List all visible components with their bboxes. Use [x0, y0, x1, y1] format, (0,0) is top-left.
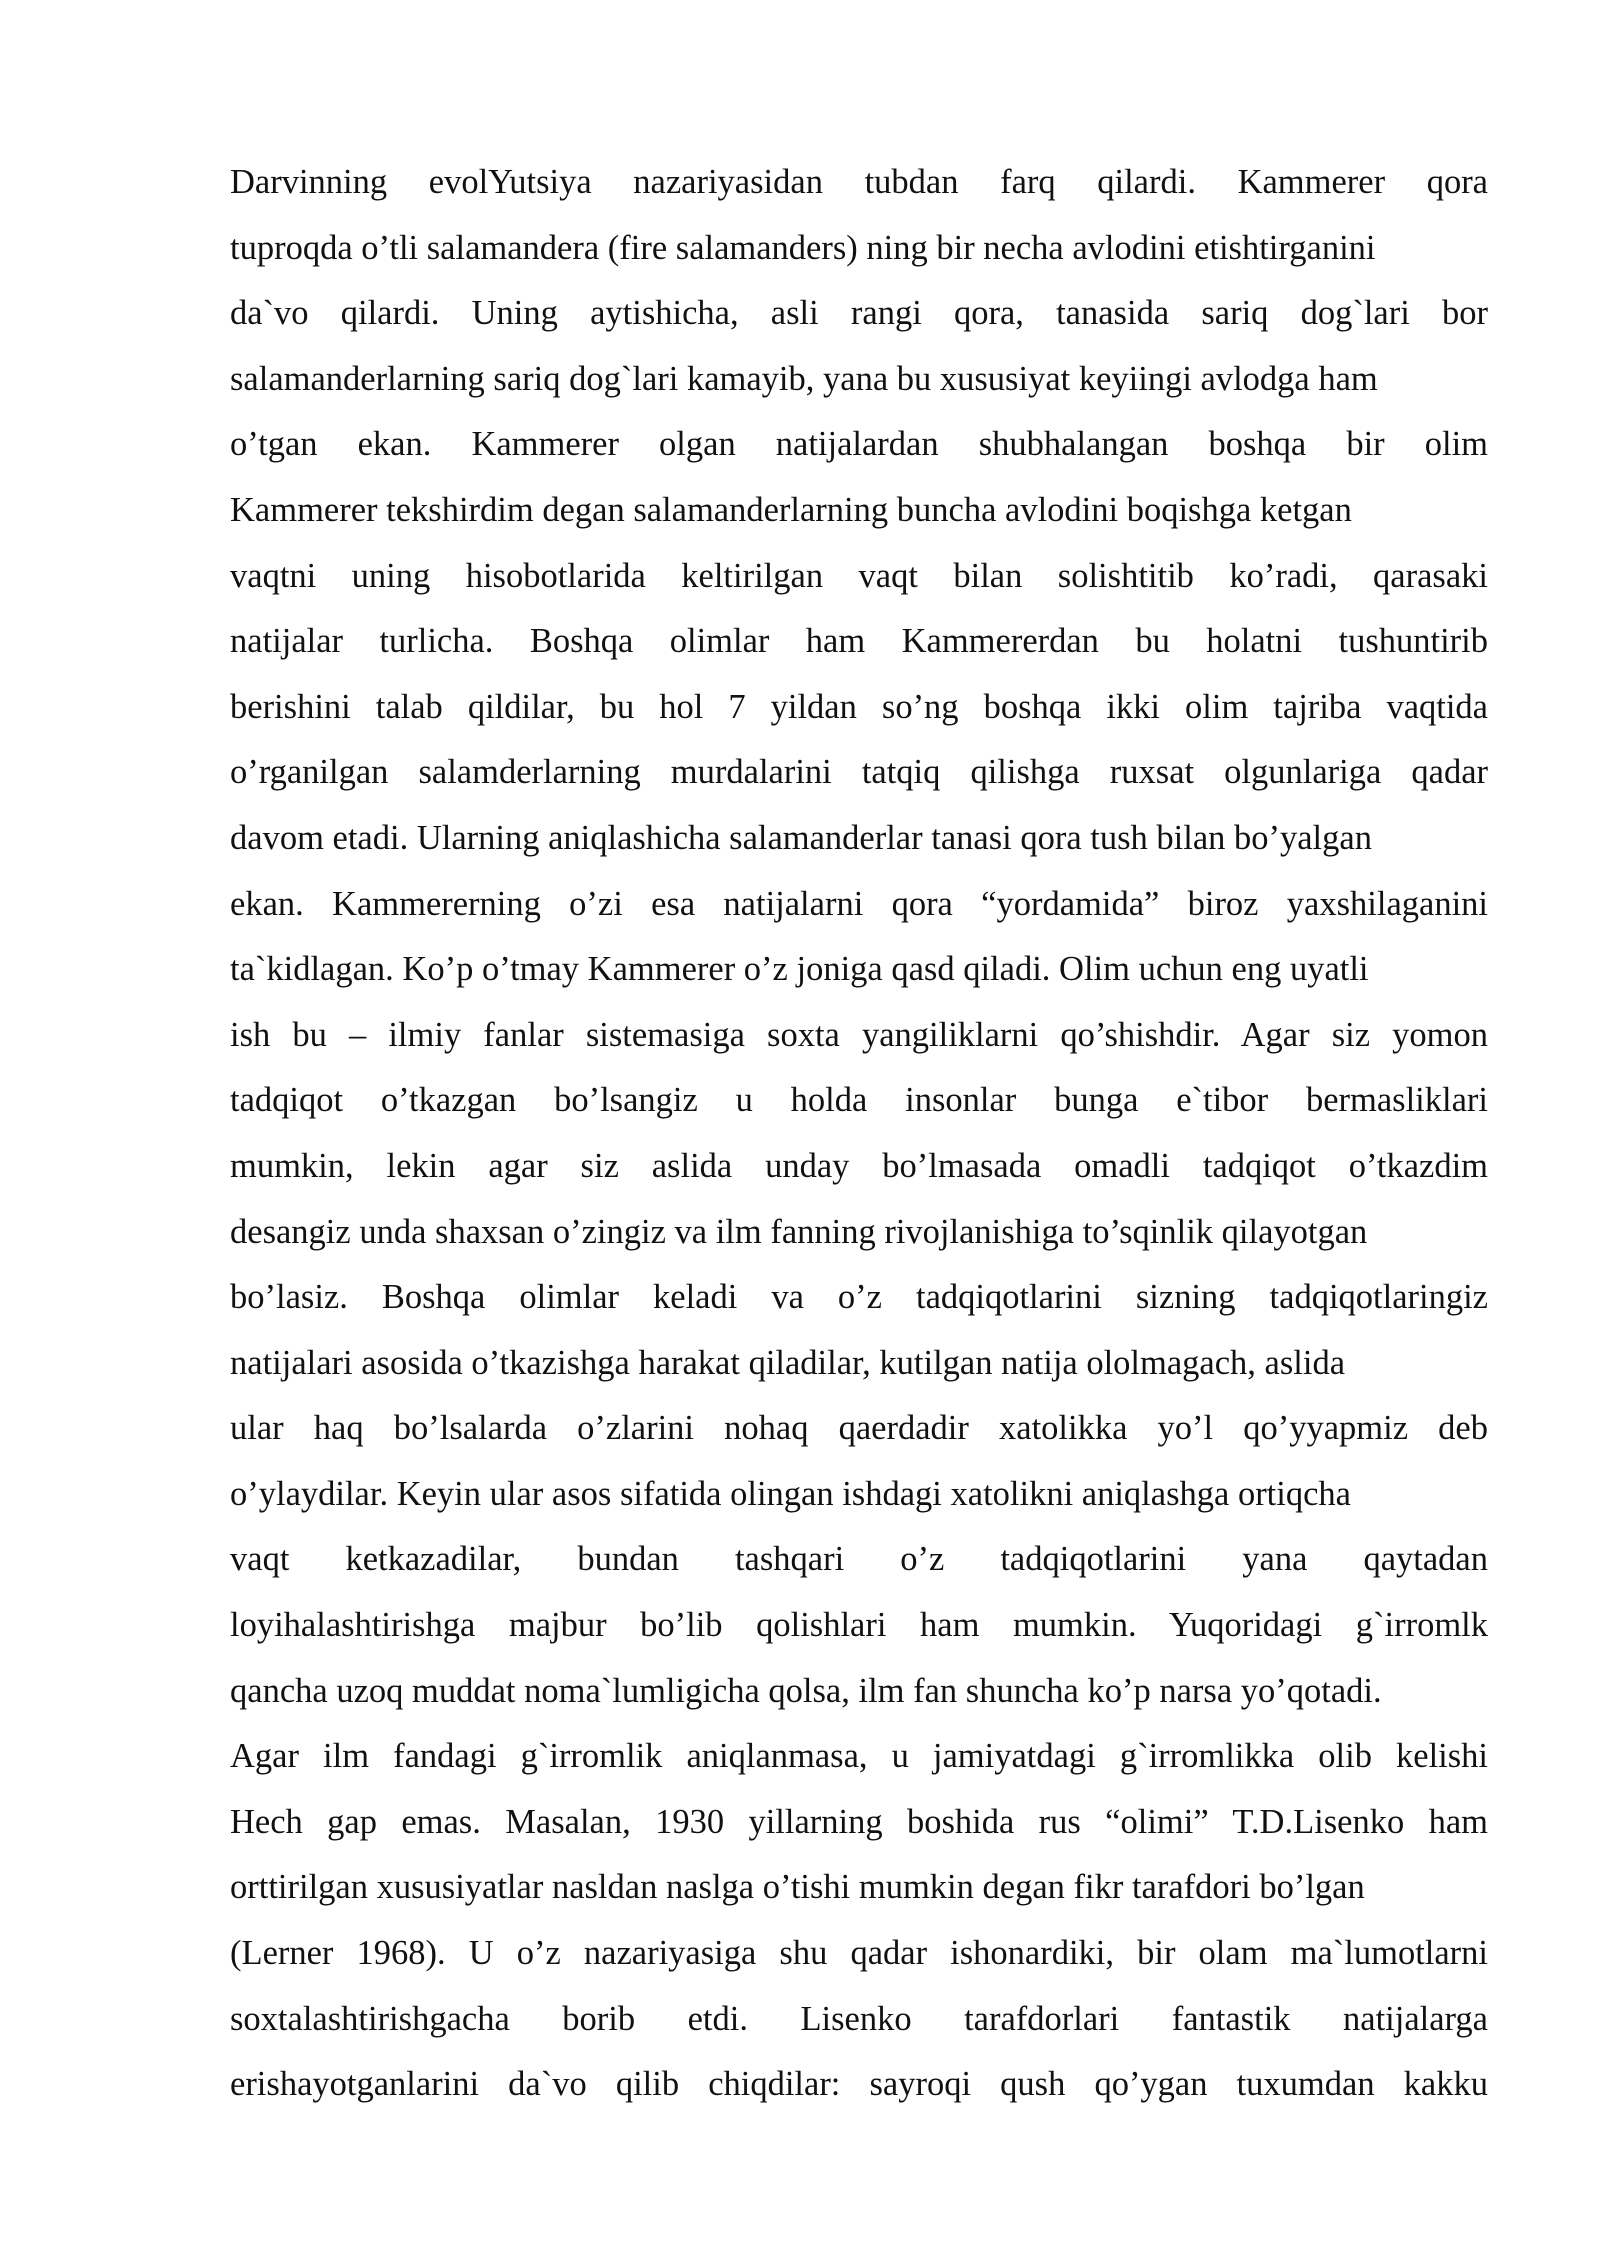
text-line: Darvinning evolYutsiya nazariyasidan tubdan farq qilardi. Kammerer qora — [230, 163, 1488, 201]
text-line: bo’lasiz. Boshqa olimlar keladi va o’z tadqiqotlarini sizning tadqiqotlaringiz — [230, 1278, 1488, 1317]
text-line: tuproqda o’tli salamandera (fire salamanders) ning bir necha avlodini etishtirganini — [230, 228, 1376, 267]
text-line: vaqtni uning hisobotlarida keltirilgan vaqt bilan solishtitib ko’radi, qarasaki — [230, 556, 1488, 595]
text-line: ekan. Kammererning o’zi esa natijalarni qora “yordamida” biroz yaxshilaganini — [230, 884, 1488, 923]
text-line: (Lerner 1968). U o’z nazariyasiga shu qadar ishonardiki, bir olam ma`lumotlarni — [230, 1934, 1488, 1973]
text-line: erishayotganlarini da`vo qilib chiqdilar: sayroqi qush qo’ygan tuxumdan kakku — [230, 2065, 1488, 2104]
text-line: mumkin, lekin agar siz aslida unday bo’lmasada omadli tadqiqot o’tkazdim — [230, 1146, 1488, 1185]
text-line: davom etadi. Ularning aniqlashicha salamanderlar tanasi qora tush bilan bo’yalgan — [230, 818, 1372, 857]
text-line: tadqiqot o’tkazgan bo’lsangiz u holda insonlar bunga e`tibor bermasliklari — [230, 1081, 1488, 1120]
text-line: da`vo qilardi. Uning aytishicha, asli rangi qora, tanasida sariq dog`lari bor — [230, 294, 1488, 333]
text-line: ta`kidlagan. Ko’p o’tmay Kammerer o’z joniga qasd qiladi. Olim uchun eng uyatli — [230, 950, 1369, 989]
text-line: berishini talab qildilar, bu hol 7 yildan so’ng boshqa ikki olim tajriba vaqtida — [230, 687, 1488, 726]
text-line: o’tgan ekan. Kammerer olgan natijalardan shubhalangan boshqa bir olim — [230, 425, 1488, 464]
text-line: ular haq bo’lsalarda o’zlarini nohaq qaerdadir xatolikka yo’l qo’yyapmiz deb — [230, 1409, 1488, 1448]
text-line: orttirilgan xususiyatlar nasldan naslga o’tishi mumkin degan fikr tarafdori bo’lgan — [230, 1868, 1365, 1907]
text-line: Agar ilm fandagi g`irromlik aniqlanmasa, u jamiyatdagi g`irromlikka olib kelishi — [230, 1737, 1488, 1776]
text-line: salamanderlarning sariq dog`lari kamayib, yana bu xususiyat keyiingi avlodga ham — [230, 359, 1378, 398]
text-line: Hech gap emas. Masalan, 1930 yillarning boshida rus “olimi” T.D.Lisenko ham — [230, 1802, 1488, 1841]
text-line: soxtalashtirishgacha borib etdi. Lisenko tarafdorlari fantastik natijalarga — [230, 1999, 1488, 2038]
text-line: natijalari asosida o’tkazishga harakat qiladilar, kutilgan natija ololmagach, aslida — [230, 1343, 1346, 1382]
text-line: loyihalashtirishga majbur bo’lib qolishlari ham mumkin. Yuqoridagi g`irromlk — [230, 1606, 1488, 1645]
text-line: desangiz unda shaxsan o’zingiz va ilm fanning rivojlanishiga to’sqinlik qilayotgan — [230, 1212, 1368, 1251]
text-line: o’ylaydilar. Keyin ular asos sifatida olingan ishdagi xatolikni aniqlashga ortiqcha — [230, 1474, 1351, 1513]
text-line: Kammerer tekshirdim degan salamanderlarning buncha avlodini boqishga ketgan — [230, 490, 1352, 529]
text-line: qancha uzoq muddat noma`lumligicha qolsa, ilm fan shuncha ko’p narsa yo’qotadi. — [230, 1671, 1382, 1710]
text-line: o’rganilgan salamderlarning murdalarini tatqiq qilishga ruxsat olgunlariga qadar — [230, 753, 1488, 792]
text-line: natijalar turlicha. Boshqa olimlar ham Kammererdan bu holatni tushuntirib — [230, 622, 1488, 661]
text-line: ish bu – ilmiy fanlar sistemasiga soxta yangiliklarni qo’shishdir. Agar siz yomon — [230, 1015, 1488, 1054]
body-text — [230, 150, 1488, 2118]
text-line: vaqt ketkazadilar, bundan tashqari o’z tadqiqotlarini yana qaytadan — [230, 1540, 1488, 1579]
